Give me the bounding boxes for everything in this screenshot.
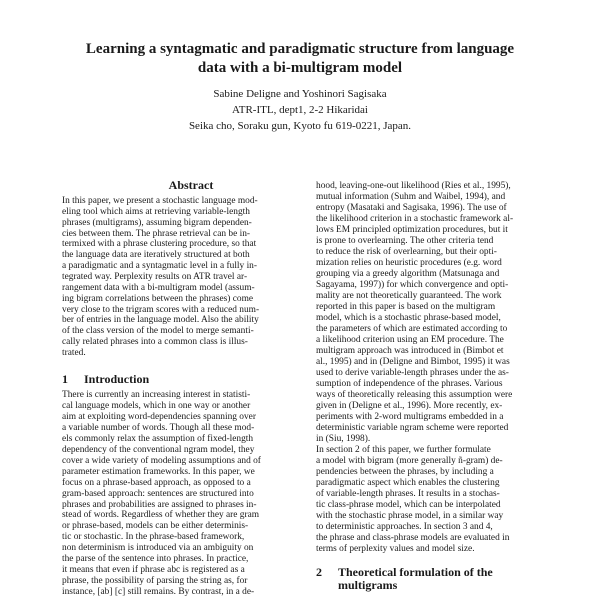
section-1-line: it means that even if phrase abc is registered as a <box>62 565 245 576</box>
abstract-line: rangement data with a bi-multigram model (assum- <box>62 282 255 293</box>
right-column-line: mutual information (Suhm and Waibel, 1994), and <box>316 192 506 202</box>
section-2-title-line-1: Theoretical formulation of the <box>338 565 493 579</box>
right-column-line: paradigmatic aspect which enables the clustering <box>316 478 500 488</box>
title-line-2: data with a bi-multigram model <box>197 60 403 76</box>
section-1-line: phrase, the possibility of parsing the string as, for <box>62 576 248 587</box>
section-2-number: 2 <box>316 565 322 579</box>
right-column-line: Sagayama, 1997)) for which convergence and opti- <box>316 280 509 290</box>
abstract-line: cies between them. The phrase retrieval can be in- <box>62 228 251 239</box>
right-column-line: grouping via a greedy algorithm (Matsunaga and <box>316 269 500 279</box>
right-column-line: a likelihood criterion using an EM procedure. The <box>316 335 504 345</box>
abstract-line: very close to the trigram scores with a reduced num- <box>62 304 260 315</box>
abstract-line: phrases (multigrams), assuming bigram dependen- <box>62 217 252 228</box>
section-2-title-line-2: multigrams <box>338 578 398 592</box>
right-column-line: with the stochastic phrase model, in a similar way <box>316 511 504 521</box>
right-column-line: the parameters of which are estimated according to <box>316 324 508 334</box>
right-column-line: tic class-phrase model, which can be interpolated <box>316 500 501 510</box>
abstract-heading: Abstract <box>168 178 214 192</box>
section-1-line: tic or stochastic. In the phrase-based framework, <box>62 532 245 543</box>
right-column-line: In section 2 of this paper, we further formulate <box>316 445 491 455</box>
right-column-line: deterministic variable ngram scheme were reported <box>316 423 509 433</box>
right-column-line: in (Siu, 1998). <box>316 434 371 444</box>
right-column-line: mization relies on heuristic procedures (e.g. word <box>316 258 502 268</box>
right-column-line: reported in this paper is based on the multigram <box>316 302 496 312</box>
section-1-line: aim at exploiting word-dependencies spanning over <box>62 411 256 422</box>
section-1-line: gram-based approach: sentences are structured into <box>62 488 254 499</box>
abstract-line: cally related phrases into a common class is illus- <box>62 337 248 348</box>
abstract-line: termixed with a phrase clustering procedure, so that <box>62 239 257 250</box>
abstract-line: the language data are iteratively structured at both <box>62 250 250 261</box>
title-line-1: Learning a syntagmatic and paradigmatic structure from language <box>85 41 515 57</box>
right-column-line: al., 1995) and in (Deligne and Bimbot, 1995) it was <box>316 357 510 367</box>
right-column-line: given in (Deligne et al., 1996). More recently, ex- <box>316 401 503 411</box>
section-1-line: els commonly relax the assumption of fixed-length <box>62 433 254 444</box>
section-1-line: cover a wide variety of modeling assumptions and of <box>62 455 261 466</box>
author-names: Sabine Deligne and Yoshinori Sagisaka <box>213 88 387 100</box>
abstract-line: In this paper, we present a stochastic language mod- <box>62 196 258 206</box>
section-1-number: 1 <box>62 372 68 386</box>
author-affiliation: ATR-ITL, dept1, 2-2 Hikaridai <box>232 104 368 116</box>
abstract-line: of the class version of the model to merge semanti- <box>62 326 254 337</box>
right-column-line: mality are not theoretically guaranteed. The work <box>316 291 502 301</box>
section-1-line: the parse of the sentence into phrases. In practice, <box>62 554 249 565</box>
right-column-line: ways of theoretically releasing this assumption were <box>316 390 513 400</box>
abstract-line: trated. <box>62 347 86 358</box>
section-1-line: phrases and probabilities are assigned to phrases in- <box>62 499 257 510</box>
section-2-heading <box>316 566 493 592</box>
section-1-line: cal language models, which in one way or another <box>62 400 251 411</box>
left-column <box>62 0 320 600</box>
section-1-line: a variable number of words. Though all these mod- <box>62 422 255 433</box>
right-column-line: terms of perplexity values and model size. <box>316 544 475 554</box>
section-1-line: parameter estimation frameworks. In this paper, we <box>62 466 255 477</box>
right-column-line: used to derive variable-length phrases under the as- <box>316 368 509 378</box>
abstract-line: ing bigram correlations between the phrases) come <box>62 293 254 304</box>
right-column-line: sumption of independence of the phrases. Various <box>316 379 503 389</box>
abstract-line: ber of entries in the language model. Also the ability <box>62 315 259 326</box>
right-column-line: the phrase and class-phrase models are evaluated in <box>316 533 510 543</box>
author-address: Seika cho, Soraku gun, Kyoto fu 619-0221, Japan. <box>188 120 412 132</box>
right-column-line: multigram approach was introduced in (Bimbot et <box>316 346 504 356</box>
right-column-line: periments with 2-word multigrams embedded in a <box>316 412 504 422</box>
right-column <box>316 0 574 600</box>
abstract-line: a paradigmatic and a syntagmatic level in a fully in- <box>62 261 257 272</box>
right-column-line: to reduce the risk of overlearning, but their opti- <box>316 247 497 257</box>
section-1-line: There is currently an increasing interest in statisti- <box>62 390 251 400</box>
section-1-line: instance, [ab] [c] still remains. By contrast, in a de- <box>62 587 255 598</box>
section-1-line: stead of words. Regardless of whether they are gram <box>62 510 260 521</box>
right-column-line: of variable-length phrases. It results in a stochas- <box>316 489 500 499</box>
right-column-line: a model with bigram (more generally ñ-gram) de- <box>316 456 503 466</box>
abstract-line: tegrated way. Perplexity results on ATR travel ar- <box>62 271 248 282</box>
section-1-line: non determinism is introduced via an ambiguity on <box>62 543 254 554</box>
right-column-line: pendencies between the phrases, by including a <box>316 467 494 477</box>
right-column-line: lows EM principled optimization procedures, but it <box>316 225 508 235</box>
section-1-line: dependency of the conventional ngram model, they <box>62 444 255 455</box>
right-column-line: the likelihood criterion in a stochastic framework al- <box>316 214 514 224</box>
right-column-line: entropy (Masataki and Sagisaka, 1996). The use of <box>316 203 507 213</box>
right-column-line: is prone to overlearning. The other criteria tend <box>316 236 494 246</box>
section-1-line: or phrase-based, models can be either determinis- <box>62 521 249 532</box>
abstract-line: eling tool which aims at retrieving variable-length <box>62 206 250 217</box>
right-column-line: model, which is a stochastic phrase-based model, <box>316 313 501 323</box>
section-1-line: focus on a phrase-based approach, as opposed to a <box>62 477 251 488</box>
right-column-line: hood, leaving-one-out likelihood (Ries et al., 1995), <box>316 181 511 191</box>
right-column-line: to deterministic approaches. In section 3 and 4, <box>316 522 493 532</box>
section-1-heading <box>62 372 149 387</box>
section-1-title: Introduction <box>84 372 150 386</box>
